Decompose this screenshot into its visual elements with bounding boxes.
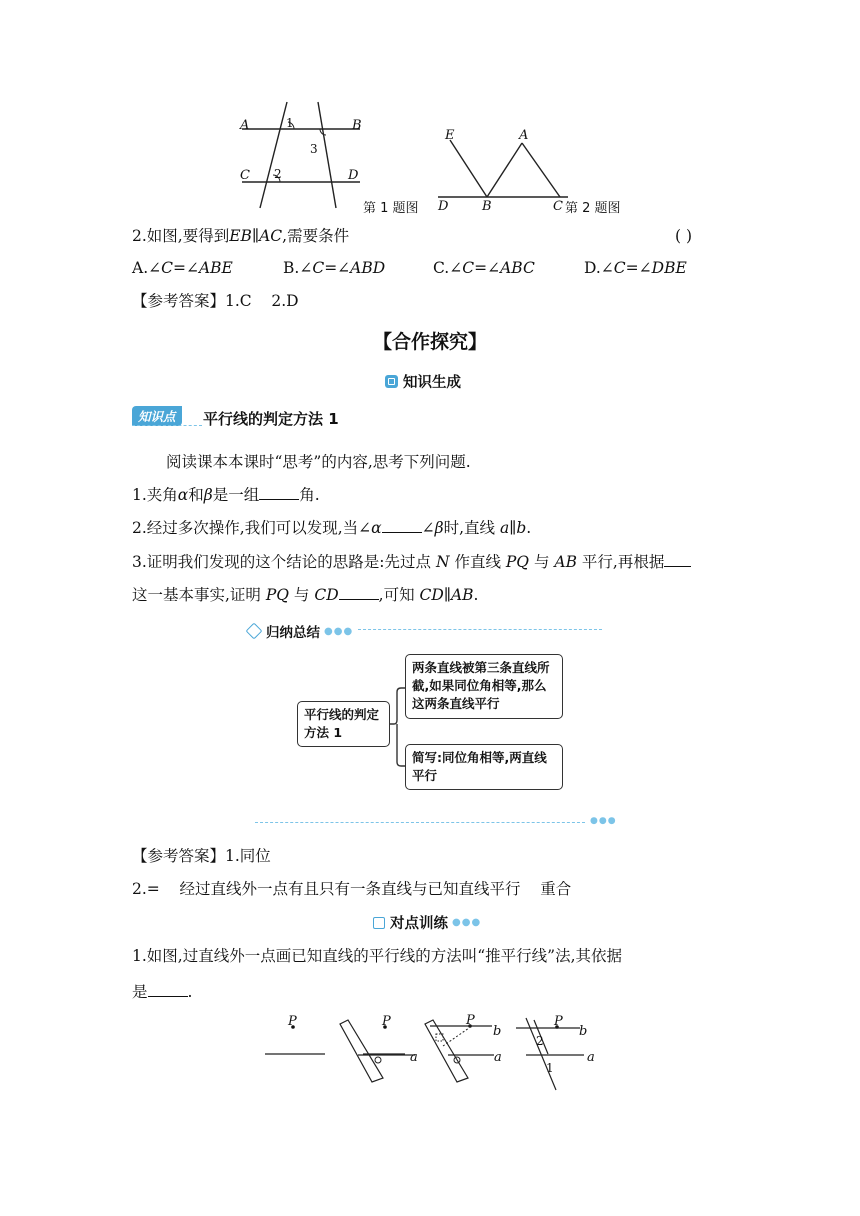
fig3-label-b1: b xyxy=(493,1024,502,1039)
problem-2: 2.经过多次操作,我们可以发现,当∠α ∠β时,直线 a∥b. xyxy=(132,519,532,537)
fig1-label-D: D xyxy=(348,168,359,183)
problem-3-line-1: 3.证明我们发现的这个结论的思路是:先过点 N 作直线 PQ 与 AB 平行,再根据 xyxy=(132,552,691,572)
fig3-label-a2: a xyxy=(494,1050,502,1065)
figure-1 xyxy=(230,96,380,211)
badge-underline xyxy=(132,425,202,426)
summary-top-rule xyxy=(358,629,602,630)
fig2-label-E: E xyxy=(445,128,455,143)
fig1-label-B: B xyxy=(352,118,362,133)
fig3-label-P3: P xyxy=(466,1013,475,1028)
fig1-angle-1: 1 xyxy=(286,116,294,130)
pencil-icon xyxy=(246,623,263,640)
fig2-label-D: D xyxy=(438,199,449,214)
problem-1: 1.夹角α和β是一组 角. xyxy=(132,486,320,504)
knowledge-icon xyxy=(385,375,398,388)
training-question-line-1: 1.如图,过直线外一点画已知直线的平行线的方法叫“推平行线”法,其依据 xyxy=(132,947,622,965)
section-title: 【合作探究】 xyxy=(372,331,487,353)
fig1-label-A: A xyxy=(240,118,250,133)
fig1-caption: 第 1 题图 xyxy=(363,201,419,216)
summary-dots: ●●● xyxy=(590,816,617,826)
summary-bracket xyxy=(388,680,408,770)
summary-heading: 归纳总结 ●●● xyxy=(248,621,353,641)
intro-text: 阅读课本本课时“思考”的内容,思考下列问题. xyxy=(166,453,471,471)
fig3-angle-1: 1 xyxy=(546,1061,554,1075)
fig3-label-a1: a xyxy=(410,1050,418,1065)
fig2-label-B: B xyxy=(482,199,492,214)
fig1-label-C: C xyxy=(240,168,250,183)
option-d: D.∠C=∠DBE xyxy=(584,259,687,277)
knowledge-point-badge: 知识点 xyxy=(132,406,182,426)
reference-answer-2a: 【参考答案】1.同位 xyxy=(132,847,271,865)
blank-4[interactable] xyxy=(339,585,379,600)
summary-bottom-rule xyxy=(255,822,585,823)
blank-5[interactable] xyxy=(148,982,188,997)
summary-root-box: 平行线的判定方法 1 xyxy=(297,701,390,747)
fig3-label-a3: a xyxy=(587,1050,595,1065)
fig3-label-P2: P xyxy=(382,1014,391,1029)
fig3-angle-2: 2 xyxy=(536,1034,544,1048)
fig1-angle-2: 2 xyxy=(274,167,282,181)
reference-answer-2b: 2.= 经过直线外一点有且只有一条直线与已知直线平行 重合 xyxy=(132,880,572,898)
blank-2[interactable] xyxy=(382,518,422,533)
summary-top-box: 两条直线被第三条直线所截,如果同位角相等,那么这两条直线平行 xyxy=(405,654,563,719)
blank-3[interactable] xyxy=(664,552,691,567)
dots-icon: ●●● xyxy=(324,625,354,637)
knowledge-point-title: 平行线的判定方法 1 xyxy=(203,410,339,428)
fig3-label-P1: P xyxy=(288,1014,297,1029)
answer-paren: ( ) xyxy=(675,227,693,245)
question-2-stem: 2.如图,要得到EB∥AC,需要条件 xyxy=(132,227,350,245)
blank-1[interactable] xyxy=(259,485,299,500)
training-question-line-2: 是 . xyxy=(132,983,193,1001)
fig3-label-b2: b xyxy=(579,1024,588,1039)
option-c: C.∠C=∠ABC xyxy=(433,259,535,277)
fig2-label-C: C xyxy=(553,199,563,214)
fig1-angle-3: 3 xyxy=(310,142,318,156)
summary-bottom-box: 简写:同位角相等,两直线平行 xyxy=(405,744,563,790)
fig2-caption: 第 2 题图 xyxy=(565,201,621,216)
fig3-label-P4: P xyxy=(554,1014,563,1029)
option-a: A.∠C=∠ABE xyxy=(132,259,233,277)
option-b: B.∠C=∠ABD xyxy=(283,259,386,277)
fig2-label-A: A xyxy=(519,128,529,143)
dots-icon: ●●● xyxy=(452,917,482,928)
training-heading: 对点训练 ●●● xyxy=(373,912,481,933)
knowledge-gen-heading: 知识生成 xyxy=(385,371,461,392)
problem-3-line-2: 这一基本事实,证明 PQ 与 CD ,可知 CD∥AB. xyxy=(132,586,479,604)
edit-icon xyxy=(373,917,385,929)
reference-answer-1: 【参考答案】1.C 2.D xyxy=(132,292,299,310)
